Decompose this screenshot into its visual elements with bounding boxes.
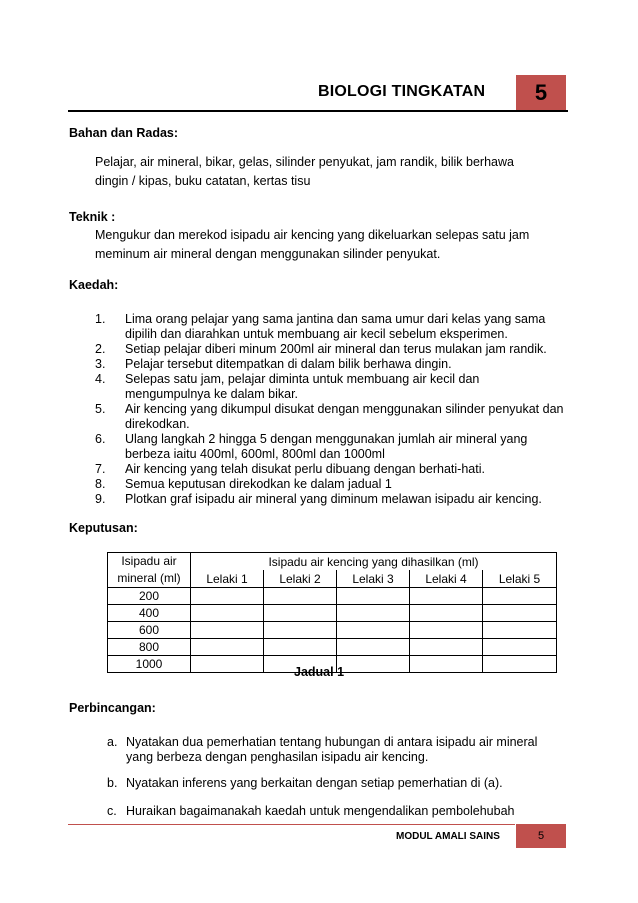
list-item <box>95 372 565 402</box>
footer-page-number: 5 <box>516 824 566 848</box>
bahan-line-1: Pelajar, air mineral, bikar, gelas, silinder penyukat, jam randik, bilik berhawa <box>95 155 514 169</box>
step-number: 7. <box>95 462 106 476</box>
data-cell <box>410 605 483 622</box>
data-cell <box>191 639 264 656</box>
data-cell <box>410 656 483 673</box>
step-text: Selepas satu jam, pelajar diminta untuk membuang air kecil dan mengumpulnya ke dalam bikar. <box>125 372 480 401</box>
data-cell <box>191 622 264 639</box>
keputusan-heading: Keputusan: <box>69 521 138 535</box>
group-header: Isipadu air kencing yang dihasilkan (ml) <box>191 553 557 571</box>
teknik-line-1: Mengukur dan merekod isipadu air kencing yang dikeluarkan selepas satu jam <box>95 228 530 242</box>
kaedah-heading: Kaedah: <box>69 278 119 292</box>
step-number: 2. <box>95 342 106 356</box>
data-cell <box>410 639 483 656</box>
step-number: 6. <box>95 432 106 446</box>
data-cell <box>191 605 264 622</box>
question-letter: b. <box>107 776 118 790</box>
teknik-line-2: meminum air mineral dengan menggunakan silinder penyukat. <box>95 247 441 261</box>
footer-rule <box>68 824 515 825</box>
question-item <box>107 804 566 819</box>
data-cell <box>483 588 557 605</box>
list-item <box>95 342 565 357</box>
perbincangan-heading: Perbincangan: <box>69 701 156 715</box>
question-letter: a. <box>107 735 118 749</box>
list-item <box>95 492 565 507</box>
step-text: Semua keputusan direkodkan ke dalam jadual 1 <box>125 477 392 491</box>
header-number-badge: 5 <box>516 75 566 111</box>
question-text: Nyatakan dua pemerhatian tentang hubungan di antara isipadu air mineral yang berbeza dengan penghasilan isipadu air kencing. <box>126 735 538 764</box>
list-item <box>95 312 565 342</box>
step-number: 1. <box>95 312 106 326</box>
volume-cell: 600 <box>108 622 191 639</box>
subheader-cell: Lelaki 4 <box>410 570 483 588</box>
subheader-cell: Lelaki 5 <box>483 570 557 588</box>
table-header-row <box>108 553 557 571</box>
data-cell <box>191 656 264 673</box>
step-number: 5. <box>95 402 106 416</box>
table-row <box>108 588 557 605</box>
step-number: 9. <box>95 492 106 506</box>
step-text: Pelajar tersebut ditempatkan di dalam bilik berhawa dingin. <box>125 357 452 371</box>
data-cell <box>483 656 557 673</box>
step-text: Setiap pelajar diberi minum 200ml air mineral dan terus mulakan jam randik. <box>125 342 547 356</box>
data-cell <box>264 622 337 639</box>
volume-cell: 400 <box>108 605 191 622</box>
data-cell <box>410 622 483 639</box>
data-cell <box>483 622 557 639</box>
subheader-cell: Lelaki 1 <box>191 570 264 588</box>
teknik-text <box>95 226 529 264</box>
data-cell <box>337 588 410 605</box>
list-item <box>95 357 565 372</box>
table-row <box>108 622 557 639</box>
bahan-heading: Bahan dan Radas: <box>69 126 179 140</box>
list-item <box>95 462 565 477</box>
table-row <box>108 639 557 656</box>
list-item <box>95 432 565 462</box>
results-table <box>107 552 557 673</box>
bahan-line-2: dingin / kipas, buku catatan, kertas tisu <box>95 174 311 188</box>
data-cell <box>337 605 410 622</box>
list-item <box>95 402 565 432</box>
data-cell <box>337 639 410 656</box>
header-rule <box>68 110 568 112</box>
data-cell <box>191 588 264 605</box>
subheader-cell: Lelaki 3 <box>337 570 410 588</box>
table-caption: Jadual 1 <box>294 665 345 679</box>
list-item <box>95 477 565 492</box>
step-number: 4. <box>95 372 106 386</box>
question-text: Huraikan bagaimanakah kaedah untuk mengendalikan pembolehubah <box>126 804 515 818</box>
header-title: BIOLOGI TINGKATAN <box>318 83 486 100</box>
col-header-line-1: Isipadu air <box>121 554 177 568</box>
kaedah-steps <box>95 312 565 507</box>
data-cell <box>264 639 337 656</box>
data-cell <box>337 656 410 673</box>
data-cell <box>337 622 410 639</box>
step-text: Air kencing yang dikumpul disukat dengan menggunakan silinder penyukat dan direkodkan. <box>125 402 564 431</box>
volume-cell: 200 <box>108 588 191 605</box>
step-text: Plotkan graf isipadu air mineral yang diminum melawan isipadu air kencing. <box>125 492 542 506</box>
col-header-line-2: mineral (ml) <box>117 571 181 585</box>
footer-title: MODUL AMALI SAINS <box>396 831 500 842</box>
question-item <box>107 735 566 765</box>
step-text: Lima orang pelajar yang sama jantina dan sama umur dari kelas yang sama dipilih dan diarahkan untuk membuang air kecil sebelum eksperimen. <box>125 312 546 341</box>
data-cell <box>483 605 557 622</box>
step-number: 8. <box>95 477 106 491</box>
volume-cell: 1000 <box>108 656 191 673</box>
question-letter: c. <box>107 804 117 818</box>
data-cell <box>264 588 337 605</box>
question-item <box>107 776 566 791</box>
data-cell <box>483 639 557 656</box>
volume-cell: 800 <box>108 639 191 656</box>
data-cell <box>264 605 337 622</box>
data-cell <box>410 588 483 605</box>
subheader-cell: Lelaki 2 <box>264 570 337 588</box>
table-row <box>108 605 557 622</box>
question-text: Nyatakan inferens yang berkaitan dengan setiap pemerhatian di (a). <box>126 776 503 790</box>
col-header-volume <box>108 553 191 588</box>
bahan-text <box>95 153 514 191</box>
step-number: 3. <box>95 357 106 371</box>
step-text: Air kencing yang telah disukat perlu dibuang dengan berhati-hati. <box>125 462 485 476</box>
teknik-heading: Teknik : <box>69 210 116 224</box>
step-text: Ulang langkah 2 hingga 5 dengan menggunakan jumlah air mineral yang berbeza iaitu 400ml, 600ml, 800ml dan 1000ml <box>125 432 528 461</box>
